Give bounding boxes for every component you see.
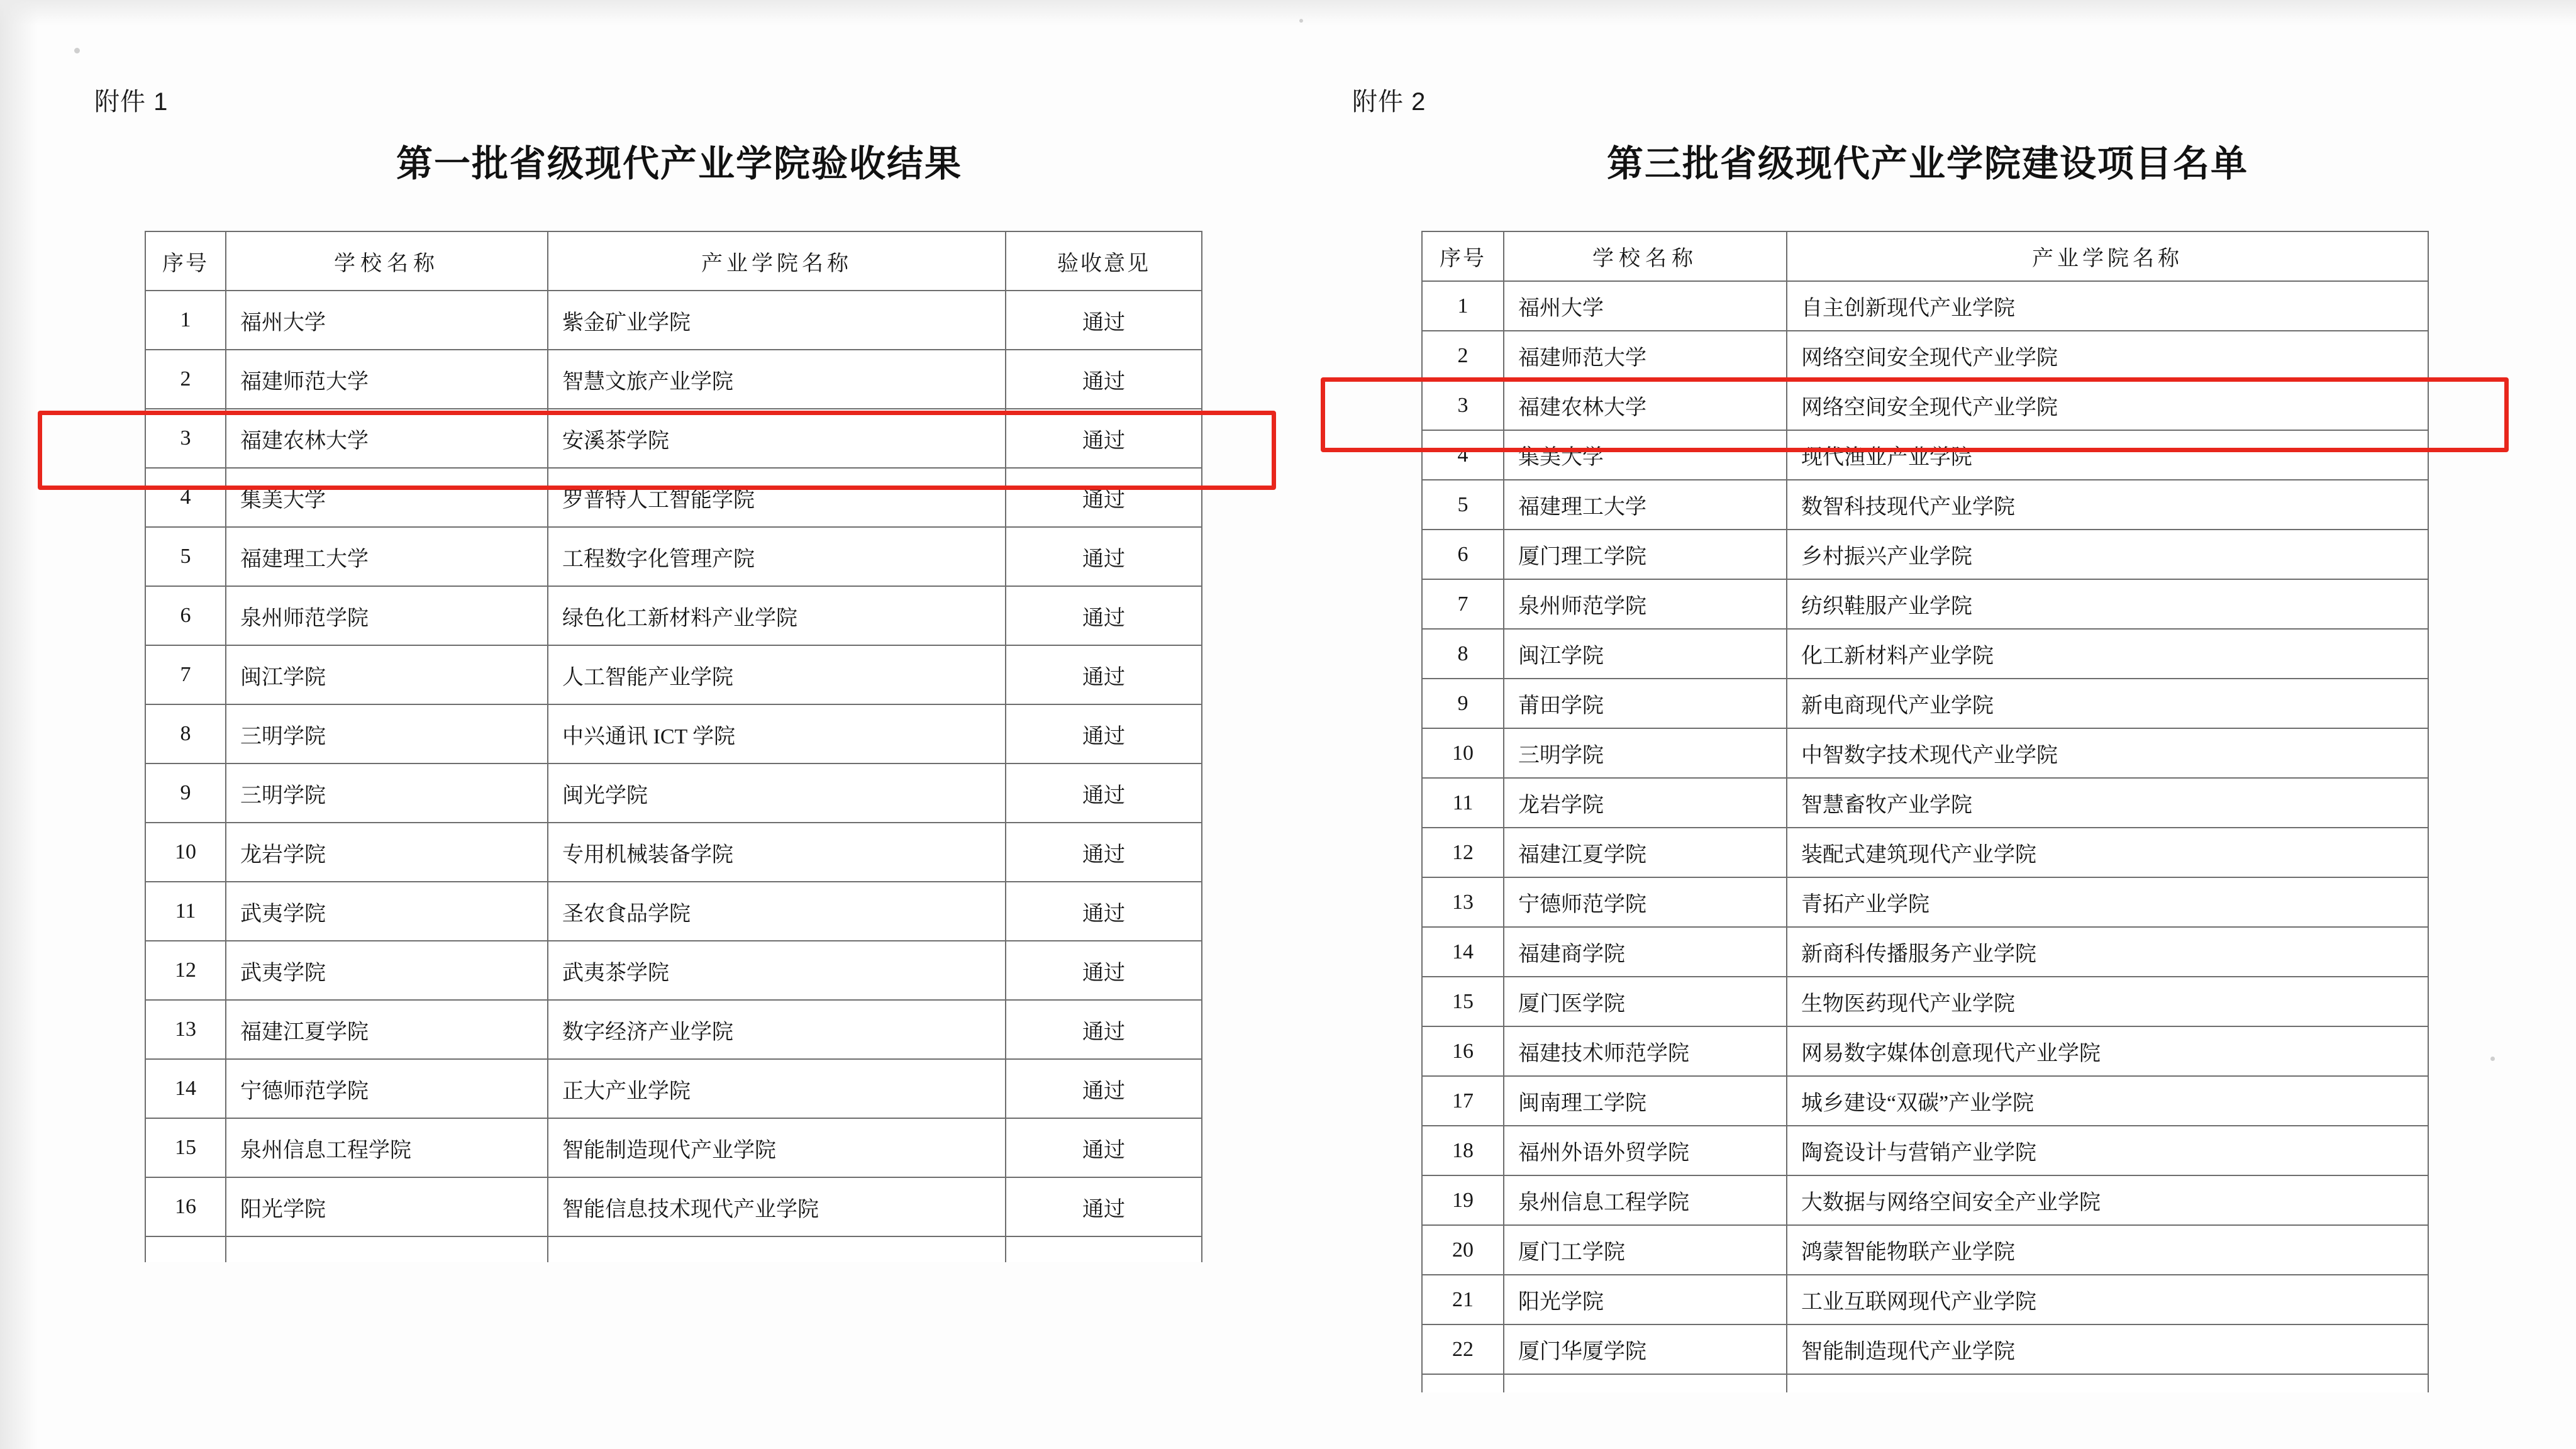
cell-college: 陶瓷设计与营销产业学院 (1787, 1126, 2428, 1175)
cell-school: 福州大学 (1504, 281, 1787, 331)
cell-college: 工业互联网现代产业学院 (1787, 1275, 2428, 1324)
cell-index: 3 (1422, 380, 1504, 430)
cell-opinion: 通过 (1006, 1059, 1202, 1118)
cell-school: 阳光学院 (1504, 1275, 1787, 1324)
cell-college: 智能信息技术现代产业学院 (548, 1177, 1006, 1236)
cell-college: 网络空间安全现代产业学院 (1787, 380, 2428, 430)
cell-index: 14 (145, 1059, 226, 1118)
cell-school: 厦门华厦学院 (1504, 1324, 1787, 1374)
cell-index: 19 (1422, 1175, 1504, 1225)
cell-college: 鸿蒙智能物联产业学院 (1787, 1225, 2428, 1275)
red-highlight-box-attachment-2-row-2 (1321, 377, 2509, 452)
cell-college: 正大产业学院 (548, 1059, 1006, 1118)
cell-index: 16 (145, 1177, 226, 1236)
cell-school: 莆田学院 (1504, 679, 1787, 728)
cell-index: 12 (1422, 828, 1504, 877)
cell-index: 2 (1422, 331, 1504, 380)
attachment-1-label: 附件 1 (94, 88, 169, 116)
cell-school: 福建江夏学院 (1504, 828, 1787, 877)
cell-school: 泉州信息工程学院 (226, 1118, 548, 1177)
cell-school: 福州大学 (226, 291, 548, 350)
cell-school: 泉州师范学院 (1504, 579, 1787, 629)
cell-school: 福州外语外贸学院 (1504, 1126, 1787, 1175)
cell-school: 集美大学 (226, 468, 548, 527)
attachment-2-label: 附件 2 (1352, 88, 1426, 116)
cell-college: 智慧文旅产业学院 (548, 350, 1006, 409)
cell-index: 16 (1422, 1026, 1504, 1076)
cell-index: 18 (1422, 1126, 1504, 1175)
attachment-1-title: 第一批省级现代产业学院验收结果 (396, 143, 962, 184)
cell-college: 网络空间安全现代产业学院 (1787, 331, 2428, 380)
cell-school: 厦门医学院 (1504, 977, 1787, 1026)
cell-school: 福建理工大学 (226, 527, 548, 586)
cell-index: 14 (1422, 927, 1504, 977)
cell-college: 智能制造现代产业学院 (1787, 1324, 2428, 1374)
column-header-college: 产业学院名称 (548, 231, 1006, 291)
cell-college: 新商科传播服务产业学院 (1787, 927, 2428, 977)
cell-index: 11 (145, 882, 226, 941)
cell-school: 阳光学院 (226, 1177, 548, 1236)
cell-opinion: 通过 (1006, 645, 1202, 704)
cell-school: 宁德师范学院 (1504, 877, 1787, 927)
cell-index: 8 (145, 704, 226, 763)
cell-index: 12 (145, 941, 226, 1000)
cell-school: 福建江夏学院 (226, 1000, 548, 1059)
cell-school: 武夷学院 (226, 941, 548, 1000)
cell-school: 福建农林大学 (226, 409, 548, 468)
cell-school: 龙岩学院 (1504, 778, 1787, 828)
cell-school: 福建理工大学 (1504, 480, 1787, 530)
cell-school: 福建师范大学 (1504, 331, 1787, 380)
cell-opinion: 通过 (1006, 1000, 1202, 1059)
column-header-index: 序号 (1422, 231, 1504, 281)
cell-school: 武夷学院 (226, 882, 548, 941)
cell-index: 22 (1422, 1324, 1504, 1374)
cell-college: 中兴通讯 ICT 学院 (548, 704, 1006, 763)
cell-school: 福建农林大学 (1504, 380, 1787, 430)
cell-college: 工程数字化管理产院 (548, 527, 1006, 586)
cell-opinion: 通过 (1006, 941, 1202, 1000)
cell-opinion: 通过 (1006, 763, 1202, 823)
cell-college: 大数据与网络空间安全产业学院 (1787, 1175, 2428, 1225)
cell-school: 闽南理工学院 (1504, 1076, 1787, 1126)
cell-college: 中智数字技术现代产业学院 (1787, 728, 2428, 778)
cell-school: 福建师范大学 (226, 350, 548, 409)
cell-college: 专用机械装备学院 (548, 823, 1006, 882)
cell-school: 福建技术师范学院 (1504, 1026, 1787, 1076)
cell-college: 闽光学院 (548, 763, 1006, 823)
cell-college: 现代渔业产业学院 (1787, 430, 2428, 480)
cell-opinion: 通过 (1006, 1118, 1202, 1177)
column-header-college: 产业学院名称 (1787, 231, 2428, 281)
cell-school: 厦门工学院 (1504, 1225, 1787, 1275)
red-highlight-box-attachment-1-row-2 (38, 411, 1276, 490)
cell-opinion: 通过 (1006, 704, 1202, 763)
cell-college: 化工新材料产业学院 (1787, 629, 2428, 679)
cell-school: 泉州师范学院 (226, 586, 548, 645)
cell-index: 20 (1422, 1225, 1504, 1275)
cell-college: 装配式建筑现代产业学院 (1787, 828, 2428, 877)
cell-index: 4 (145, 468, 226, 527)
cell-school: 泉州信息工程学院 (1504, 1175, 1787, 1225)
column-header-school: 学校名称 (226, 231, 548, 291)
cell-college: 智能制造现代产业学院 (548, 1118, 1006, 1177)
cell-index: 5 (145, 527, 226, 586)
cell-opinion: 通过 (1006, 350, 1202, 409)
cell-school: 集美大学 (1504, 430, 1787, 480)
cell-index: 6 (1422, 530, 1504, 579)
cell-index: 10 (1422, 728, 1504, 778)
cell-school: 厦门理工学院 (1504, 530, 1787, 579)
cell-college: 安溪茶学院 (548, 409, 1006, 468)
cell-college: 数智科技现代产业学院 (1787, 480, 2428, 530)
cell-index: 7 (145, 645, 226, 704)
cell-index: 5 (1422, 480, 1504, 530)
cell-school: 宁德师范学院 (226, 1059, 548, 1118)
cell-index: 21 (1422, 1275, 1504, 1324)
cell-school: 三明学院 (226, 704, 548, 763)
cell-opinion: 通过 (1006, 823, 1202, 882)
cell-opinion: 通过 (1006, 409, 1202, 468)
cell-college: 武夷茶学院 (548, 941, 1006, 1000)
cell-college: 紫金矿业学院 (548, 291, 1006, 350)
cell-school: 三明学院 (226, 763, 548, 823)
cell-opinion: 通过 (1006, 468, 1202, 527)
cell-index: 11 (1422, 778, 1504, 828)
cell-opinion: 通过 (1006, 291, 1202, 350)
cell-school: 闽江学院 (1504, 629, 1787, 679)
cell-college: 圣农食品学院 (548, 882, 1006, 941)
cell-index: 1 (145, 291, 226, 350)
cell-college: 自主创新现代产业学院 (1787, 281, 2428, 331)
cell-index: 1 (1422, 281, 1504, 331)
cell-index: 8 (1422, 629, 1504, 679)
cell-college: 生物医药现代产业学院 (1787, 977, 2428, 1026)
cell-school: 三明学院 (1504, 728, 1787, 778)
cell-college: 乡村振兴产业学院 (1787, 530, 2428, 579)
cell-index: 13 (145, 1000, 226, 1059)
column-header-index: 序号 (145, 231, 226, 291)
cell-college: 智慧畜牧产业学院 (1787, 778, 2428, 828)
cell-index: 17 (1422, 1076, 1504, 1126)
cell-opinion: 通过 (1006, 882, 1202, 941)
cell-college: 网易数字媒体创意现代产业学院 (1787, 1026, 2428, 1076)
cell-college: 绿色化工新材料产业学院 (548, 586, 1006, 645)
cell-school: 龙岩学院 (226, 823, 548, 882)
cell-college: 人工智能产业学院 (548, 645, 1006, 704)
cell-school: 福建商学院 (1504, 927, 1787, 977)
cell-index: 7 (1422, 579, 1504, 629)
column-header-opinion: 验收意见 (1006, 231, 1202, 291)
cell-index: 15 (145, 1118, 226, 1177)
cell-college: 青拓产业学院 (1787, 877, 2428, 927)
cell-opinion: 通过 (1006, 586, 1202, 645)
cell-index: 15 (1422, 977, 1504, 1026)
cell-college: 纺织鞋服产业学院 (1787, 579, 2428, 629)
column-header-school: 学校名称 (1504, 231, 1787, 281)
cell-index: 6 (145, 586, 226, 645)
cell-index: 3 (145, 409, 226, 468)
cell-college: 数字经济产业学院 (548, 1000, 1006, 1059)
cell-index: 9 (1422, 679, 1504, 728)
cell-college: 罗普特人工智能学院 (548, 468, 1006, 527)
cell-index: 2 (145, 350, 226, 409)
cell-opinion: 通过 (1006, 1177, 1202, 1236)
cell-college: 新电商现代产业学院 (1787, 679, 2428, 728)
cell-index: 4 (1422, 430, 1504, 480)
cell-college: 城乡建设“双碳”产业学院 (1787, 1076, 2428, 1126)
cell-index: 10 (145, 823, 226, 882)
attachment-2-title: 第三批省级现代产业学院建设项目名单 (1606, 143, 2248, 184)
cell-opinion: 通过 (1006, 527, 1202, 586)
cell-school: 闽江学院 (226, 645, 548, 704)
cell-index: 13 (1422, 877, 1504, 927)
cell-index: 9 (145, 763, 226, 823)
